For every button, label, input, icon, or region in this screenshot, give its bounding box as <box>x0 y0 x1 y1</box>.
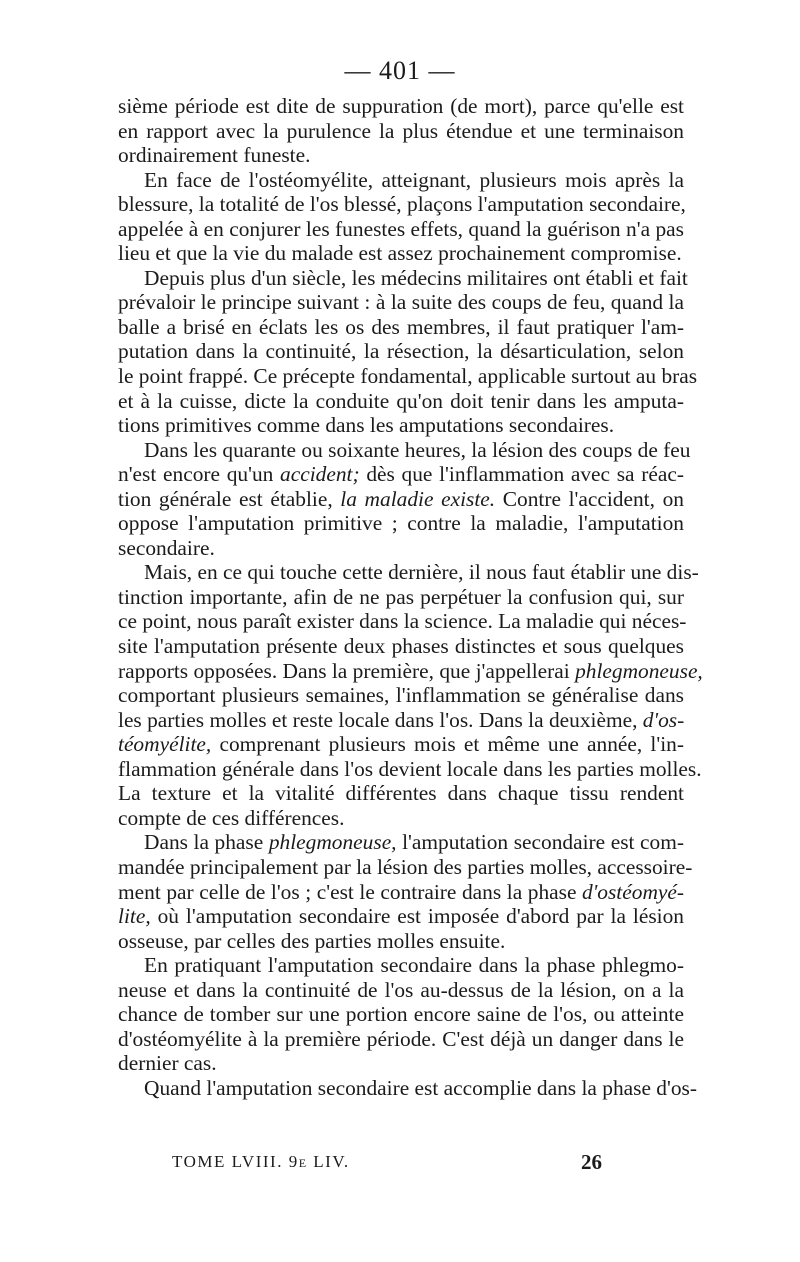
text-line <box>118 462 684 487</box>
text-line: putation dans la continuité, la résection, la désarticulation, selon <box>118 339 684 364</box>
text-line: lieu et que la vie du malade est assez prochainement compromise. <box>118 241 682 266</box>
text-line: d'ostéomyélite à la première période. C'est déjà un danger dans le <box>118 1026 684 1051</box>
text-line <box>118 708 684 733</box>
text-line: sième période est dite de suppuration (de mort), parce qu'elle est <box>118 94 684 118</box>
text-line: oppose l'amputation primitive ; contre la maladie, l'amputation <box>118 511 684 536</box>
text-line: secondaire. <box>118 535 215 560</box>
text-line <box>118 732 684 757</box>
text-line: dernier cas. <box>118 1051 217 1076</box>
text-run: tion générale est établie, <box>118 486 341 511</box>
text-line <box>118 658 703 684</box>
text-line: chance de tomber sur une portion encore saine de l'os, ou atteinte <box>118 1002 684 1027</box>
italic-text: la maladie existe. <box>340 486 496 511</box>
italic-text: phlegmoneuse, <box>575 658 703 683</box>
text-line: blessure, la totalité de l'os blessé, plaçons l'amputation secondaire, <box>118 192 686 217</box>
text-run: rapports opposées. Dans la première, que j'appellerai <box>118 658 576 683</box>
text-run: dès que l'inflammation avec sa réac- <box>359 462 684 487</box>
text-line: tinction importante, afin de ne pas perpétuer la confusion qui, sur <box>118 584 684 609</box>
text-line: appelée à en conjurer les funestes effets, quand la guérison n'a pas <box>118 216 684 241</box>
text-line: ordinairement funeste. <box>118 143 311 168</box>
text-line: balle a brisé en éclats les os des membres, il faut pratiquer l'am- <box>118 314 684 339</box>
text-line <box>118 830 684 855</box>
text-line: et à la cuisse, dicte la conduite qu'on doit tenir dans les amputa- <box>118 388 684 413</box>
text-run: Contre l'accident, on <box>495 486 684 511</box>
text-line: flammation générale dans l'os devient locale dans les parties molles. <box>118 756 702 781</box>
italic-text: phlegmoneuse, <box>268 830 397 855</box>
text-line: le point frappé. Ce précepte fondamental, applicable surtout au bras <box>118 364 698 389</box>
page-header: — 401 — <box>344 56 456 85</box>
text-run: n'est encore qu'un <box>118 462 281 487</box>
italic-text: d'ostéomyé- <box>582 879 684 904</box>
text-line: En face de l'ostéomyélite, atteignant, plusieurs mois après la <box>144 167 684 192</box>
text-run: comprenant plusieurs mois et même une année, l'in- <box>211 732 684 757</box>
text-line: La texture et la vitalité différentes dans chaque tissu rendent <box>118 781 684 806</box>
text-line: en rapport avec la purulence la plus étendue et une terminaison <box>118 118 684 143</box>
italic-text: lite, <box>118 904 151 929</box>
text-line: comportant plusieurs semaines, l'inflammation se généralise dans <box>118 683 684 708</box>
body-text <box>118 94 703 1100</box>
text-line: ce point, nous paraît exister dans la science. La maladie qui néces- <box>118 609 687 634</box>
text-run: les parties molles et reste locale dans l'os. Dans la deuxième, <box>118 707 643 732</box>
italic-text: téomyélite, <box>118 732 212 757</box>
text-line <box>118 487 684 512</box>
text-line: prévaloir le principe suivant : à la suite des coups de feu, quand la <box>118 290 684 315</box>
text-run: l'amputation secondaire est com- <box>396 830 684 855</box>
text-run: ment par celle de l'os ; c'est le contraire dans la phase <box>118 879 583 904</box>
text-line: Quand l'amputation secondaire est accomplie dans la phase d'os- <box>144 1075 697 1100</box>
text-line: site l'amputation présente deux phases distinctes et sous quelques <box>118 634 684 659</box>
text-line: compte de ces différences. <box>118 805 345 830</box>
italic-text: accident; <box>280 462 360 487</box>
text-line: Dans les quarante ou soixante heures, la lésion des coups de feu <box>144 437 691 462</box>
text-line: En pratiquant l'amputation secondaire dans la phase phlegmo- <box>144 953 684 978</box>
text-line: mandée principalement par la lésion des parties molles, accessoire- <box>118 854 693 879</box>
text-run: Dans la phase <box>144 830 269 855</box>
text-line: neuse et dans la continuité de l'os au-dessus de la lésion, on a la <box>118 977 684 1002</box>
sheet-number: 26 <box>581 1150 602 1174</box>
text-line <box>118 880 684 905</box>
text-run: où l'amputation secondaire est imposée d'abord par la lésion <box>150 904 684 929</box>
text-line <box>118 904 684 929</box>
italic-text: d'os- <box>642 707 685 732</box>
text-line: osseuse, par celles des parties molles ensuite. <box>118 928 506 953</box>
text-line: Mais, en ce qui touche cette dernière, il nous faut établir une dis- <box>144 560 699 585</box>
text-line: Depuis plus d'un siècle, les médecins militaires ont établi et fait <box>144 265 688 290</box>
signature-mark: TOME LVIII. 9e LIV. <box>172 1152 350 1171</box>
text-line: tions primitives comme dans les amputations secondaires. <box>118 413 615 438</box>
